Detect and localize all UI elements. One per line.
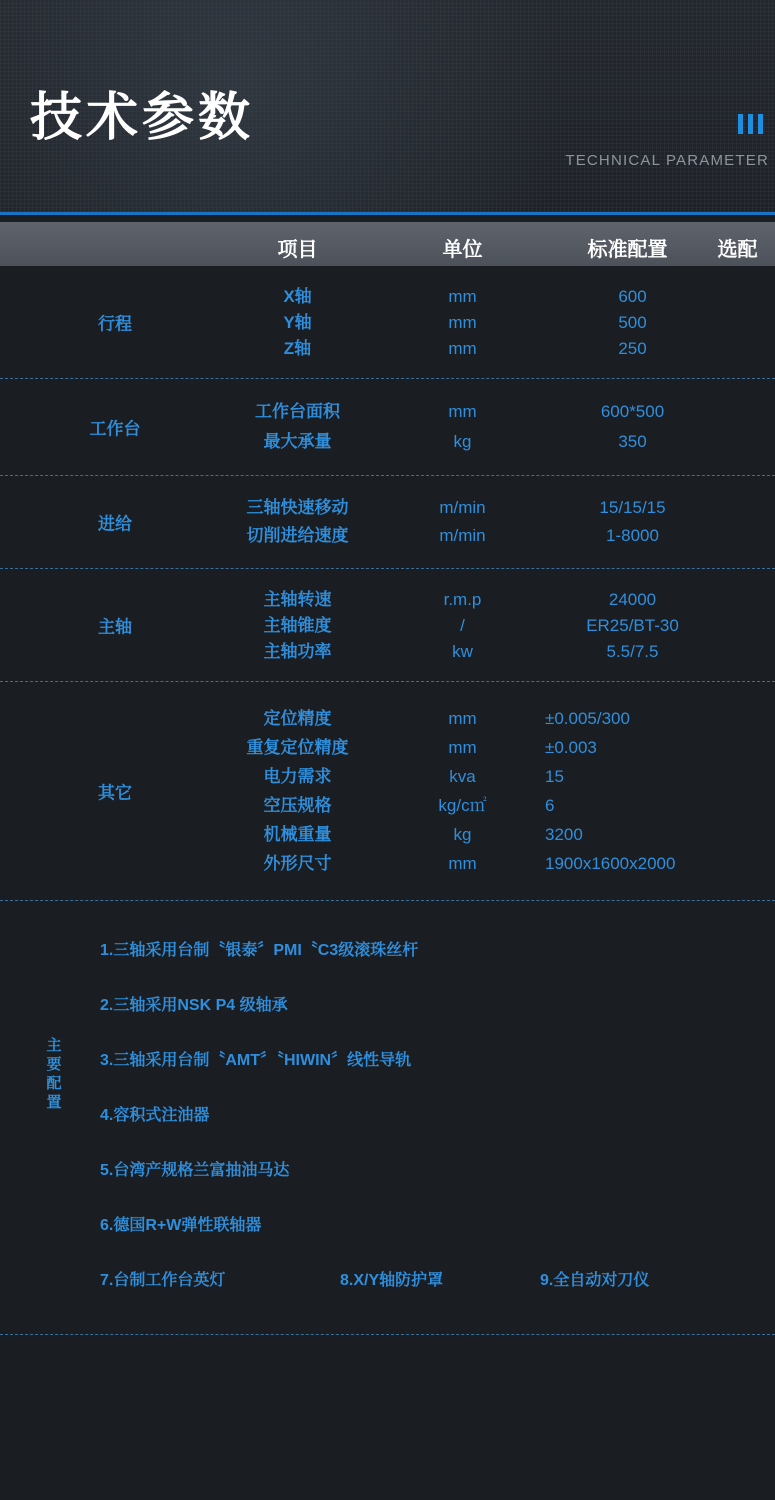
- config-text-2: 8.X/Y轴防护罩: [340, 1272, 444, 1289]
- section-label: 进给: [98, 514, 132, 534]
- table-section-stroke: [0, 266, 775, 379]
- cell-unit: mm: [448, 287, 477, 306]
- cell-item: 空压规格: [263, 796, 332, 815]
- table-section-worktable: [0, 379, 775, 476]
- cell-standard: 500: [618, 313, 647, 332]
- config-text: 5.台湾产规格兰富抽油马达: [100, 1162, 290, 1179]
- cell-standard: 15: [545, 767, 564, 786]
- config-list-item: [100, 1143, 775, 1198]
- config-list-item: [100, 1198, 775, 1253]
- cell-item: 三轴快速移动: [246, 498, 349, 517]
- cell-item: X轴: [283, 287, 312, 306]
- cell-item: Z轴: [283, 339, 312, 358]
- cell-unit: kg: [453, 825, 472, 844]
- config-section-label: 主要配置: [46, 1037, 62, 1111]
- config-text: 1.三轴采用台制〝银泰〞PMI〝C3级滚珠丝杆: [100, 942, 419, 959]
- table-row: [0, 397, 775, 427]
- cell-standard: 15/15/15: [599, 498, 666, 517]
- cell-standard: 600: [618, 287, 647, 306]
- cell-unit: kva: [449, 767, 476, 786]
- cell-item: 主轴功率: [263, 642, 332, 661]
- table-section-other: [0, 682, 775, 901]
- table-row: [0, 639, 775, 665]
- cell-unit: mm: [448, 339, 477, 358]
- column-header-item: 项目: [277, 239, 318, 261]
- main-configuration-section: [0, 901, 775, 1335]
- cell-item: 机械重量: [263, 825, 332, 844]
- config-text: 2.三轴采用NSK P4 级轴承: [100, 997, 288, 1014]
- section-label: 其它: [98, 783, 132, 803]
- table-row: [0, 762, 775, 791]
- cell-standard: 6: [545, 796, 555, 815]
- cell-unit: mm: [448, 402, 477, 421]
- cell-unit: m/min: [439, 526, 486, 545]
- table-row: [0, 820, 775, 849]
- table-row: [0, 733, 775, 762]
- cell-unit: kw: [452, 642, 473, 661]
- cell-standard: 3200: [545, 825, 583, 844]
- cell-item: 最大承量: [263, 432, 332, 451]
- section-label: 行程: [98, 314, 132, 334]
- cell-item: 主轴转速: [263, 590, 332, 609]
- cell-unit: mm: [448, 738, 477, 757]
- table-row: [0, 587, 775, 613]
- cell-unit: kg/c㎡: [438, 796, 487, 815]
- config-list-item: [100, 923, 775, 978]
- cell-item: Y轴: [283, 313, 312, 332]
- cell-standard: 250: [618, 339, 647, 358]
- cell-standard: 350: [618, 432, 647, 451]
- table-row: [0, 791, 775, 820]
- config-text-3: 9.全自动对刀仪: [540, 1272, 650, 1289]
- cell-standard: 24000: [608, 590, 657, 609]
- cell-standard: ±0.005/300: [545, 709, 630, 728]
- config-text: 6.德国R+W弹性联轴器: [100, 1217, 262, 1234]
- cell-unit: /: [460, 616, 465, 635]
- cell-standard: 600*500: [600, 402, 665, 421]
- column-header-optional: 选配: [717, 239, 758, 261]
- table-section-feed: [0, 476, 775, 569]
- column-header-unit: 单位: [442, 239, 483, 261]
- config-text: 4.容积式注油器: [100, 1107, 210, 1124]
- section-label: 主轴: [98, 617, 132, 637]
- cell-unit: r.m.p: [443, 590, 482, 609]
- table-row: [0, 427, 775, 457]
- cell-item: 工作台面积: [255, 402, 340, 421]
- page-title: 技术参数: [30, 89, 255, 147]
- page-header: [0, 0, 775, 212]
- table-row: [0, 336, 775, 362]
- table-section-spindle: [0, 569, 775, 682]
- config-list-item: [100, 978, 775, 1033]
- cell-standard: 5.5/7.5: [606, 642, 659, 661]
- config-text: 3.三轴采用台制〝AMT〞〝HIWIN〞线性导轨: [100, 1052, 412, 1069]
- table-row: [0, 704, 775, 733]
- cell-item: 电力需求: [263, 767, 332, 786]
- cell-item: 定位精度: [263, 709, 332, 728]
- cell-item: 外形尺寸: [263, 854, 332, 873]
- table-row: [0, 284, 775, 310]
- table-row: [0, 849, 775, 878]
- cell-unit: m/min: [439, 498, 486, 517]
- cell-standard: 1-8000: [606, 526, 659, 545]
- table-row: [0, 310, 775, 336]
- config-list-item: [100, 1033, 775, 1088]
- cell-item: 切削进给速度: [246, 526, 349, 545]
- cell-unit: kg: [453, 432, 472, 451]
- cell-unit: mm: [448, 313, 477, 332]
- cell-unit: mm: [448, 709, 477, 728]
- config-text: 7.台制工作台英灯: [100, 1272, 226, 1289]
- cell-item: 主轴锥度: [263, 616, 332, 635]
- page-subtitle: TECHNICAL PARAMETER: [565, 152, 769, 169]
- config-list-item: [100, 1253, 775, 1308]
- bars-icon: [738, 112, 763, 134]
- table-row: [0, 522, 775, 550]
- column-header-standard: 标准配置: [587, 239, 668, 261]
- header-gap: [0, 215, 775, 222]
- section-label: 工作台: [89, 419, 141, 439]
- table-row: [0, 494, 775, 522]
- cell-unit: mm: [448, 854, 477, 873]
- cell-standard: ER25/BT-30: [586, 616, 679, 635]
- cell-standard: 1900x1600x2000: [545, 854, 676, 873]
- cell-item: 重复定位精度: [246, 738, 349, 757]
- config-list-item: [100, 1088, 775, 1143]
- table-header-row: [0, 222, 775, 266]
- cell-standard: ±0.003: [545, 738, 597, 757]
- table-row: [0, 613, 775, 639]
